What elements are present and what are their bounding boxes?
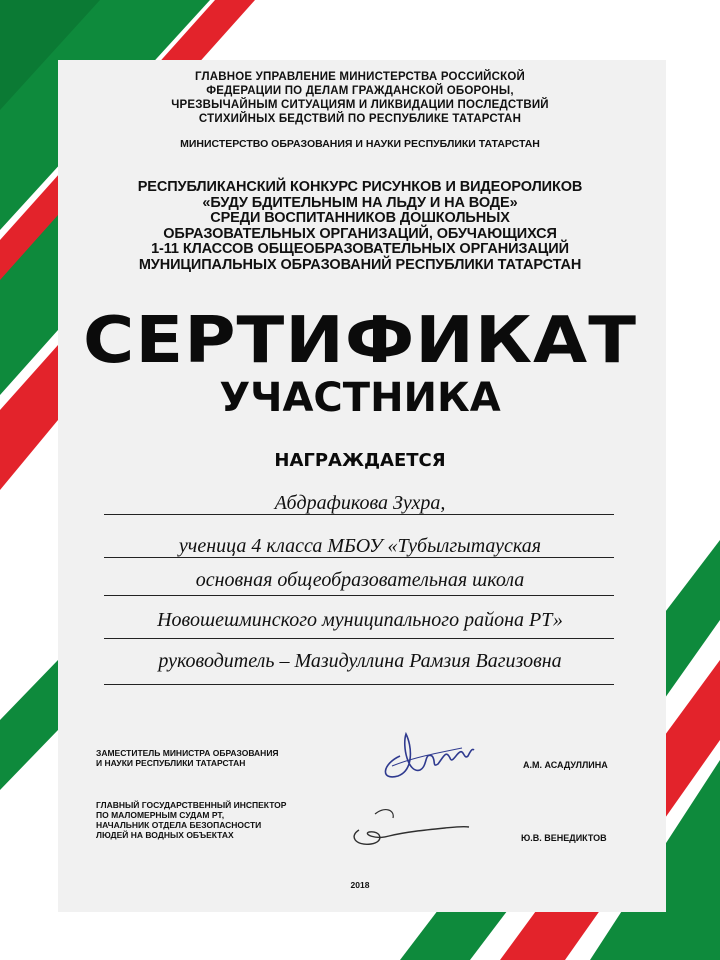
signatory-position-2 — [96, 800, 286, 840]
signature-1 — [372, 726, 482, 786]
underline — [104, 684, 614, 685]
participant-subtitle: УЧАСТНИКА — [219, 375, 501, 421]
position-line: ГЛАВНЫЙ ГОСУДАРСТВЕННЫЙ ИНСПЕКТОР — [96, 800, 287, 810]
org-line: ФЕДЕРАЦИИ ПО ДЕЛАМ ГРАЖДАНСКОЙ ОБОРОНЫ, — [206, 85, 514, 97]
contest-line: РЕСПУБЛИКАНСКИЙ КОНКУРС РИСУНКОВ И ВИДЕОРОЛИКОВ — [137, 179, 583, 195]
org-line: СТИХИЙНЫХ БЕДСТВИЙ ПО РЕСПУБЛИКЕ ТАТАРСТАН — [198, 113, 522, 125]
contest-line: «БУДУ БДИТЕЛЬНЫМ НА ЛЬДУ И НА ВОДЕ» — [202, 194, 518, 211]
position-line: ЗАМЕСТИТЕЛЬ МИНИСТРА ОБРАЗОВАНИЯ — [96, 748, 279, 758]
signatory-name-2: Ю.В. ВЕНЕДИКТОВ — [521, 833, 607, 843]
position-line: ЛЮДЕЙ НА ВОДНЫХ ОБЪЕКТАХ — [96, 830, 234, 840]
underline — [104, 595, 614, 596]
position-line: НАЧАЛЬНИК ОТДЕЛА БЕЗОПАСНОСТИ — [96, 820, 262, 830]
org-line: ГЛАВНОЕ УПРАВЛЕНИЕ МИНИСТЕРСТВА РОССИЙСКОЙ — [195, 71, 525, 83]
certificate-year: 2018 — [350, 880, 370, 890]
underline — [104, 514, 614, 515]
recipient-class: ученица 4 класса МБОУ «Тубылгытауская — [178, 535, 542, 557]
contest-title — [0, 180, 720, 273]
signature-2 — [345, 800, 475, 850]
underline — [104, 557, 614, 558]
signatory-name-1: А.М. АСАДУЛЛИНА — [523, 760, 608, 770]
certificate-title: СЕРТИФИКАТ — [83, 302, 637, 378]
org-header — [0, 70, 720, 126]
contest-line: 1-11 КЛАССОВ ОБЩЕОБРАЗОВАТЕЛЬНЫХ ОРГАНИЗАЦИЙ — [151, 241, 569, 257]
contest-line: МУНИЦИПАЛЬНЫХ ОБРАЗОВАНИЙ РЕСПУБЛИКИ ТАТАРСТАН — [138, 256, 582, 273]
awarded-label: НАГРАЖДАЕТСЯ — [274, 450, 446, 471]
recipient-name: Абдрафикова Зухра, — [274, 492, 446, 514]
recipient-supervisor: руководитель – Мазидуллина Рамзия Вагизовна — [158, 650, 562, 672]
green-band-left-low — [0, 660, 58, 790]
signatory-position-1 — [96, 748, 279, 768]
ministry-line: МИНИСТЕРСТВО ОБРАЗОВАНИЯ И НАУКИ РЕСПУБЛИКИ ТАТАРСТАН — [180, 138, 540, 150]
recipient-school: основная общеобразовательная школа — [195, 569, 525, 591]
position-line: ПО МАЛОМЕРНЫМ СУДАМ РТ, — [96, 810, 225, 820]
org-line: ЧРЕЗВЫЧАЙНЫМ СИТУАЦИЯМ И ЛИКВИДАЦИИ ПОСЛЕДСТВИЙ — [171, 99, 549, 111]
position-line: И НАУКИ РЕСПУБЛИКИ ТАТАРСТАН — [96, 758, 246, 768]
recipient-district: Новошешминского муниципального района РТ» — [157, 609, 563, 631]
contest-line: СРЕДИ ВОСПИТАННИКОВ ДОШКОЛЬНЫХ — [210, 210, 510, 226]
underline — [104, 638, 614, 639]
contest-line: ОБРАЗОВАТЕЛЬНЫХ ОРГАНИЗАЦИЙ, ОБУЧАЮЩИХСЯ — [163, 225, 557, 242]
